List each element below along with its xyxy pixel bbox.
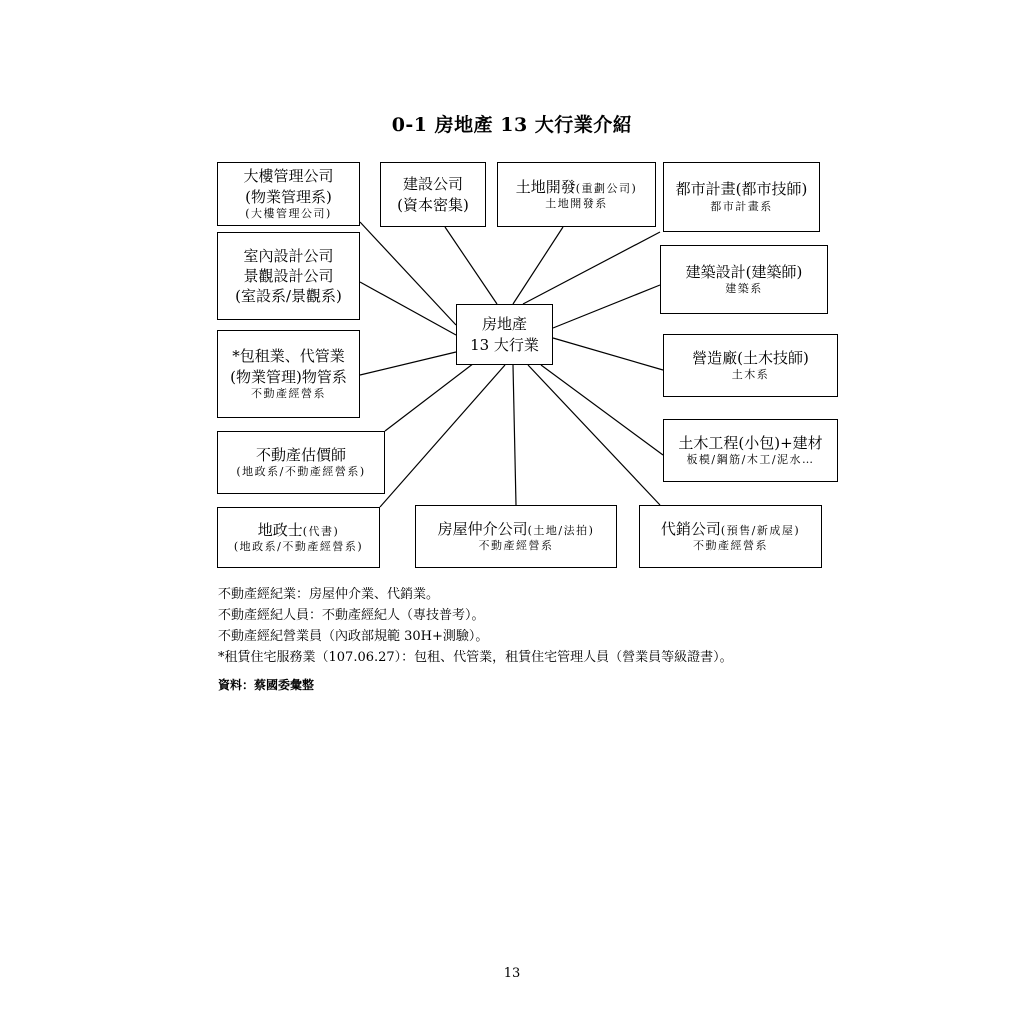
node-interior-landscape-line1: 室內設計公司 (243, 246, 334, 265)
node-appraiser (217, 431, 385, 494)
connector-civil-works (541, 365, 663, 455)
node-leasing-line3: 不動產經營系 (251, 386, 326, 400)
node-contractor-line2: 土木系 (731, 368, 770, 382)
connector-brokerage (513, 365, 516, 505)
node-land-scrivener-title-sub: (代書) (302, 524, 340, 538)
node-land-development-title-sub: (重劃公司) (575, 181, 638, 195)
node-urban-planning-line1: 都市計畫(都市技師) (675, 180, 808, 199)
note-line: *租賃住宅服務業（107.06.27）：包租、代管業，租賃住宅管理人員（營業員等級證書）。 (218, 650, 733, 665)
node-construction-co (380, 162, 486, 227)
notes (218, 584, 733, 668)
node-architecture-line1: 建築設計(建築師) (685, 262, 803, 281)
center-node-line2: 13 大行業 (470, 335, 539, 354)
node-sales-agency (639, 505, 822, 568)
center-node (456, 304, 553, 365)
node-sales-agency-title-sub: (預售/新成屋) (720, 523, 801, 537)
node-contractor-line1: 營造廠(土木技師) (692, 348, 809, 367)
connector-building-mgmt (360, 222, 456, 325)
node-leasing-line2: (物業管理)物管系 (230, 367, 347, 386)
node-sales-agency-title: 代銷公司 (660, 519, 721, 538)
node-sales-agency-line2: 不動產經營系 (693, 539, 768, 553)
node-building-mgmt-line3: (大樓管理公司) (245, 206, 332, 220)
node-brokerage-line1 (438, 519, 595, 539)
node-leasing (217, 330, 360, 418)
node-construction-co-line1: 建設公司 (402, 175, 463, 194)
node-civil-works (663, 419, 838, 482)
connector-land-development (513, 227, 563, 304)
node-land-scrivener (217, 507, 380, 568)
node-brokerage-title-sub: (土地/法拍) (527, 523, 595, 537)
node-construction-co-line2: (資本密集) (397, 195, 469, 214)
page-number: 13 (503, 966, 521, 981)
connector-leasing (360, 352, 456, 375)
node-interior-landscape (217, 232, 360, 320)
node-interior-landscape-line2: 景觀設計公司 (243, 266, 334, 285)
node-interior-landscape-line3: (室設系/景觀系) (235, 287, 342, 306)
node-appraiser-line2: (地政系/不動產經營系) (236, 465, 366, 479)
page-title: 0-1 房地產 13 大行業介紹 (391, 114, 633, 136)
node-land-development-title: 土地開發 (515, 177, 576, 196)
node-brokerage-line2: 不動產經營系 (478, 539, 554, 553)
node-land-development (497, 162, 656, 227)
note-line: 不動產經紀人員：不動產經紀人（專技普考）。 (218, 608, 485, 623)
connector-contractor (553, 338, 663, 370)
node-architecture-line2: 建築系 (725, 282, 763, 296)
connector-construction-co (445, 227, 497, 304)
connector-sales-agency (528, 365, 660, 505)
node-urban-planning-line2: 都市計畫系 (710, 199, 773, 213)
node-land-scrivener-title: 地政士 (257, 520, 303, 539)
node-building-mgmt-line1: 大樓管理公司 (243, 167, 334, 186)
node-land-scrivener-line1 (258, 520, 340, 540)
node-urban-planning (663, 162, 820, 232)
node-architecture (660, 245, 828, 314)
connector-appraiser (385, 360, 478, 431)
connector-interior-landscape (360, 282, 456, 335)
node-land-development-line1 (516, 177, 638, 197)
center-node-line1: 房地產 (481, 315, 527, 334)
node-appraiser-line1: 不動產估價師 (255, 445, 346, 464)
node-civil-works-line2: 板模/鋼筋/木工/泥水… (686, 453, 815, 467)
node-brokerage-title: 房屋仲介公司 (437, 519, 528, 538)
node-leasing-line1: *包租業、代管業 (232, 347, 345, 366)
connector-land-scrivener (380, 365, 505, 507)
note-line: 不動產經紀業：房屋仲介業、代銷業。 (218, 587, 440, 602)
node-sales-agency-line1 (661, 519, 800, 539)
connector-architecture (553, 285, 660, 328)
note-line: 不動產經紀營業員（內政部規範 30H+測驗）。 (218, 629, 489, 644)
node-contractor (663, 334, 838, 397)
node-building-mgmt (217, 162, 360, 226)
node-land-scrivener-line2: (地政系/不動產經營系) (233, 540, 364, 554)
node-building-mgmt-line2: (物業管理系) (245, 187, 332, 206)
source-credit: 資料：蔡國委彙整 (218, 678, 315, 692)
node-brokerage (415, 505, 617, 568)
node-land-development-line2: 土地開發系 (545, 197, 608, 211)
node-civil-works-line1: 土木工程(小包)+建材 (678, 433, 823, 452)
